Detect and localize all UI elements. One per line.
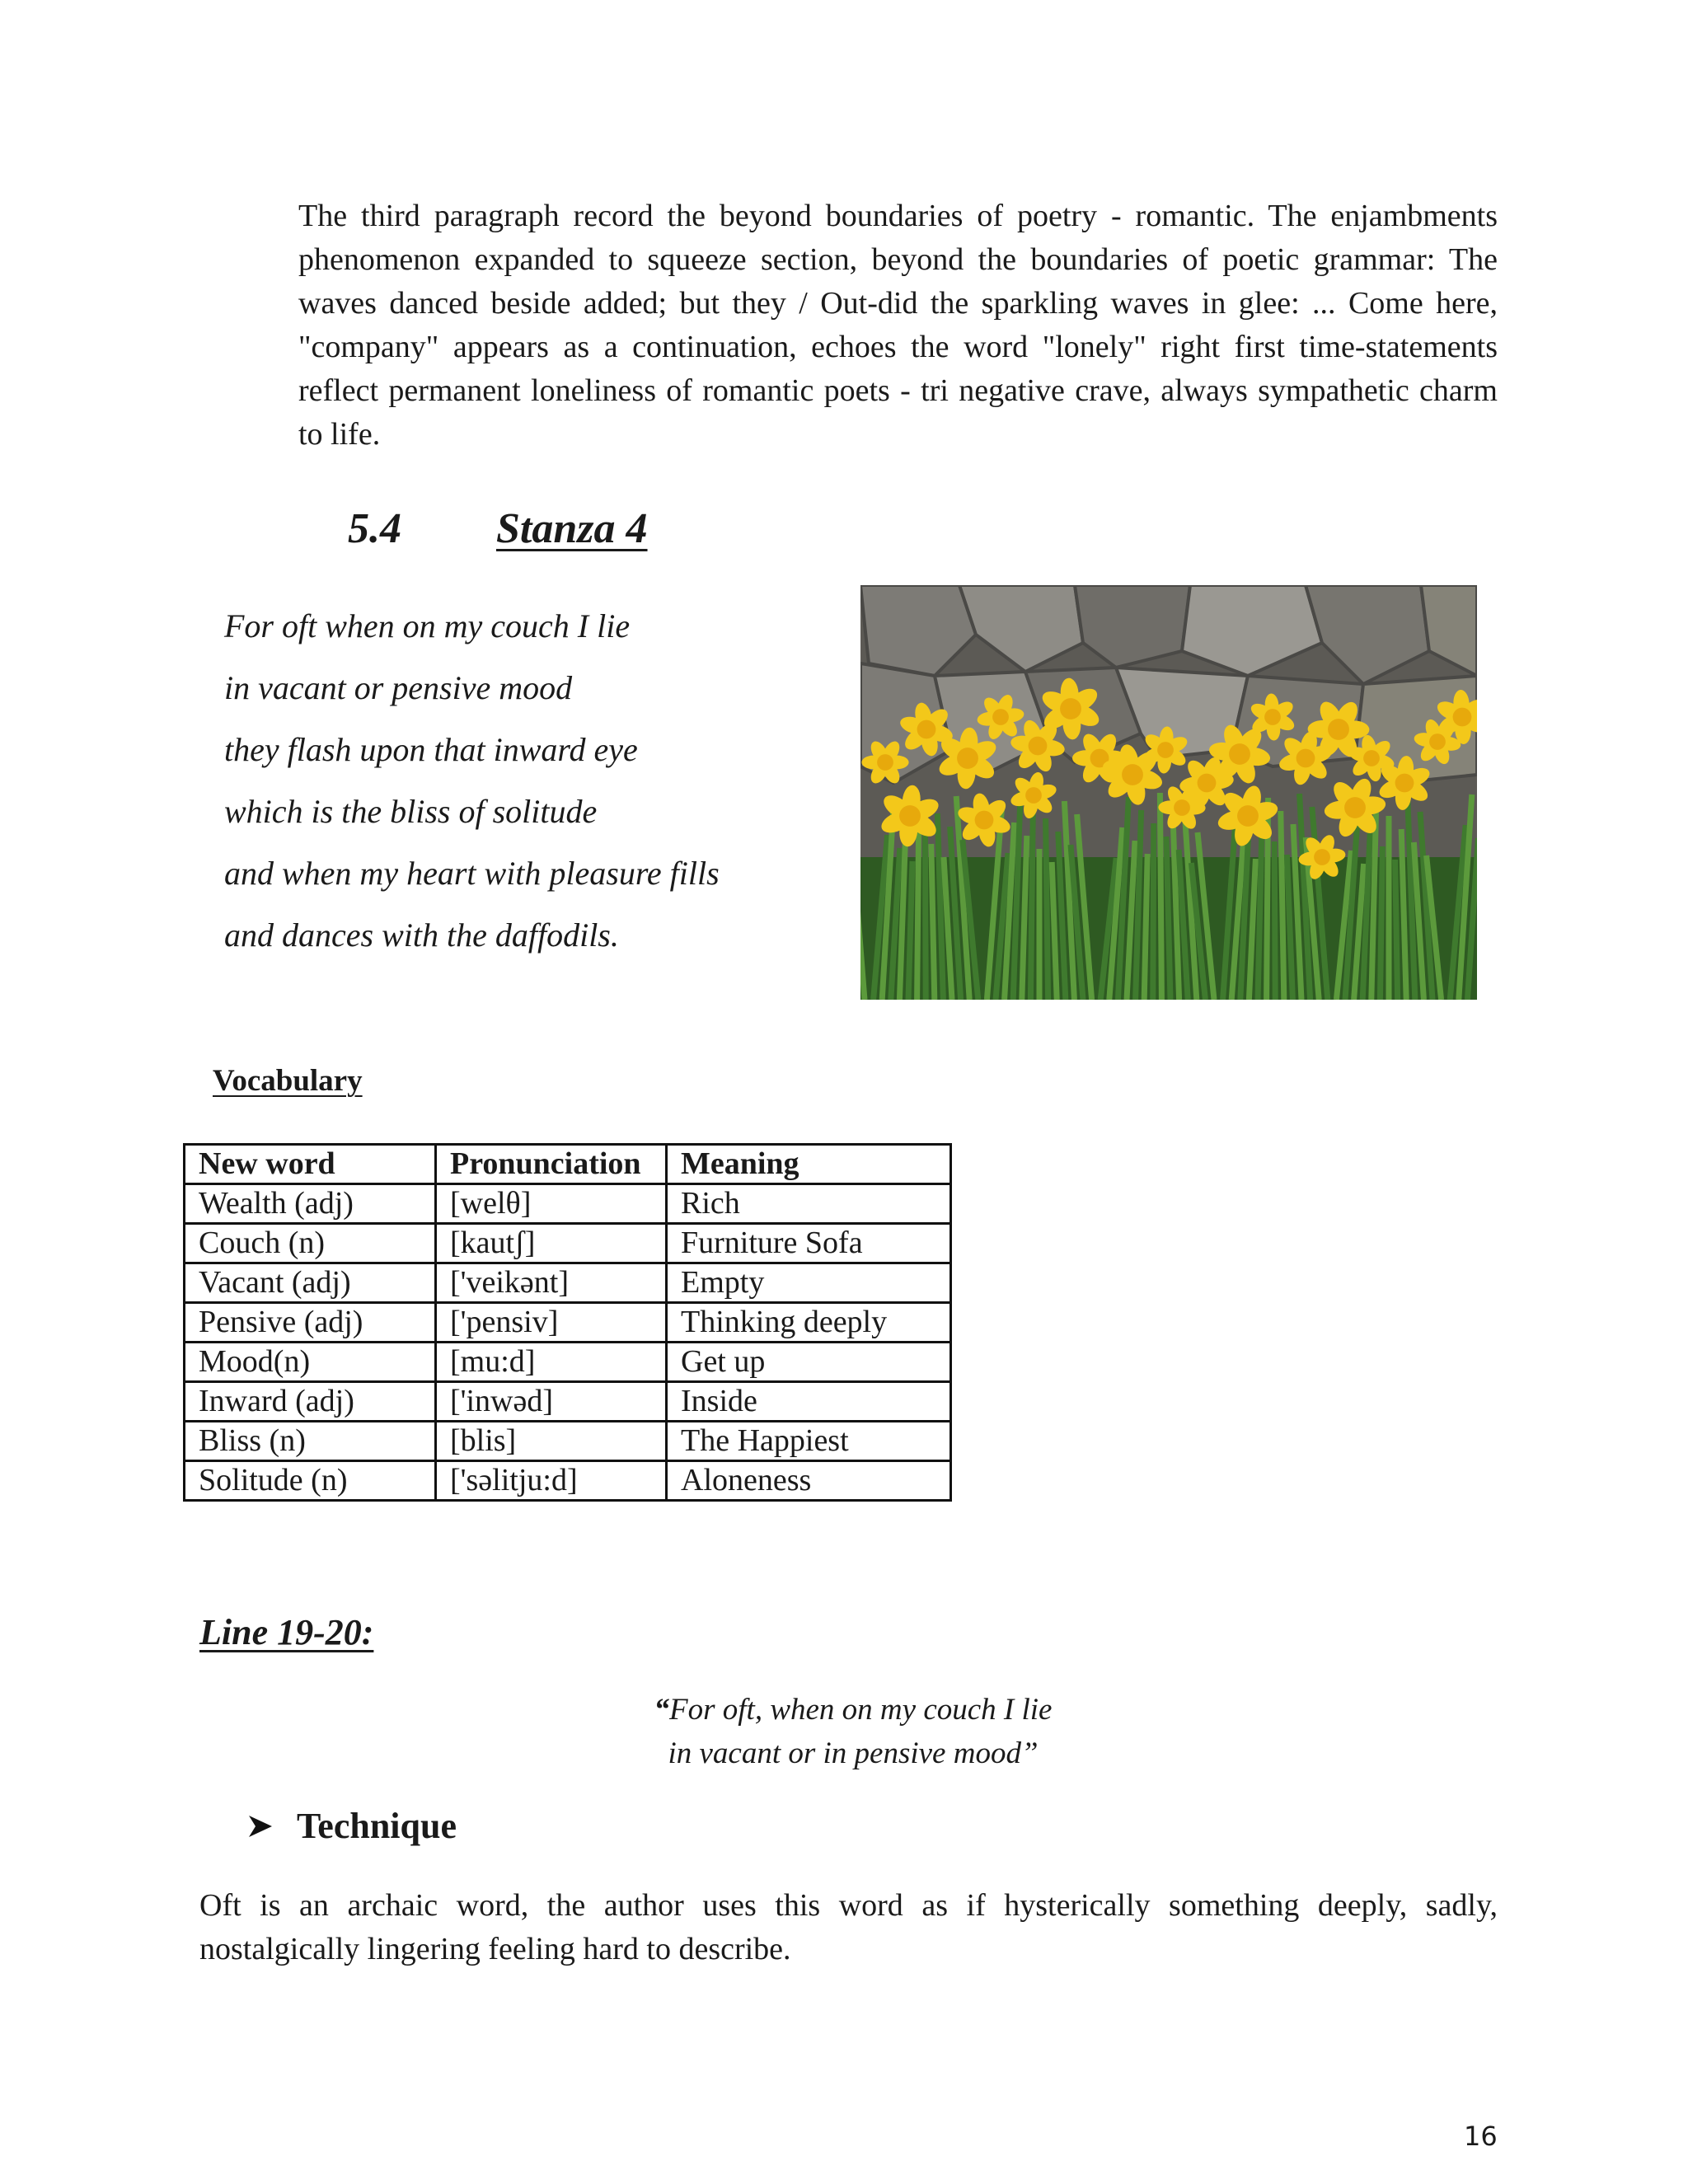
cell-word: Inward (adj) <box>185 1382 436 1422</box>
cell-meaning: Aloneness <box>667 1461 951 1501</box>
cell-meaning: Rich <box>667 1184 951 1224</box>
cell-word: Wealth (adj) <box>185 1184 436 1224</box>
intro-paragraph <box>298 194 1498 457</box>
section-number: 5.4 <box>348 505 401 552</box>
daffodils-photo <box>860 585 1477 1000</box>
poem-stanza <box>224 595 720 966</box>
cell-pronunciation: ['pensiv] <box>436 1303 667 1343</box>
cell-pronunciation: [mu:d] <box>436 1343 667 1382</box>
cell-meaning: Thinking deeply <box>667 1303 951 1343</box>
cell-word: Bliss (n) <box>185 1422 436 1461</box>
table-row <box>185 1461 951 1501</box>
poem-line: which is the bliss of solitude <box>224 793 598 830</box>
vocabulary-title: Vocabulary <box>213 1064 363 1098</box>
quote-line-1 <box>528 1688 1179 1732</box>
daffodils-illustration <box>860 585 1477 1000</box>
technique-title: Technique <box>297 1806 457 1846</box>
table-row <box>185 1422 951 1461</box>
vocabulary-table <box>183 1143 952 1502</box>
cell-meaning: Furniture Sofa <box>667 1224 951 1263</box>
cell-pronunciation: ['inwəd] <box>436 1382 667 1422</box>
cell-pronunciation: [welθ] <box>436 1184 667 1224</box>
cell-word: Solitude (n) <box>185 1461 436 1501</box>
table-row <box>185 1303 951 1343</box>
poem-line: For oft when on my couch I lie <box>224 607 631 644</box>
quote-line-2: in vacant or in pensive mood” <box>668 1736 1039 1770</box>
cell-word: Couch (n) <box>185 1224 436 1263</box>
intro-paragraph-text: The third paragraph record the beyond boundaries of poetry - romantic. The enjambments phenomenon expanded to squeeze section, beyond the boundaries of poetic grammar: The waves danced beside added; but they / Out-did the sparkling waves in glee: ... Come here, "company" appears as a continuation, echoes the word "lonely" right first time-statements reflect permanent loneliness of romantic poets - tri negative crave, always sympathetic charm to life. <box>298 199 1498 452</box>
cell-word: Pensive (adj) <box>185 1303 436 1343</box>
table-row <box>185 1224 951 1263</box>
cell-meaning: Inside <box>667 1382 951 1422</box>
section-title: Stanza 4 <box>496 505 648 552</box>
table-row <box>185 1343 951 1382</box>
header-new-word: New word <box>185 1145 436 1184</box>
cell-word: Mood(n) <box>185 1343 436 1382</box>
table-header-row <box>185 1145 951 1184</box>
poem-line: they flash upon that inward eye <box>224 731 638 768</box>
header-meaning: Meaning <box>667 1145 951 1184</box>
cell-pronunciation: ['səlitju:d] <box>436 1461 667 1501</box>
line-range-heading: Line 19-20: <box>199 1612 374 1652</box>
page-number: 16 <box>1464 2121 1498 2152</box>
cell-pronunciation: [kautʃ] <box>436 1224 667 1263</box>
poem-line: and when my heart with pleasure fills <box>224 855 720 892</box>
poem-line: and dances with the daffodils. <box>224 916 619 954</box>
cell-meaning: Empty <box>667 1263 951 1303</box>
poem-line: in vacant or pensive mood <box>224 669 573 706</box>
quote-line-1-text: For oft, when on my couch I lie <box>669 1693 1053 1727</box>
header-pronunciation: Pronunciation <box>436 1145 667 1184</box>
technique-heading <box>247 1805 457 1847</box>
cell-word: Vacant (adj) <box>185 1263 436 1303</box>
cell-pronunciation: ['veikənt] <box>436 1263 667 1303</box>
table-row <box>185 1382 951 1422</box>
table-row <box>185 1184 951 1224</box>
arrow-bullet-icon <box>247 1813 274 1840</box>
technique-text: Oft is an archaic word, the author uses this word as if hysterically something deeply, sadly, nostalgically lingering feeling hard to describe. <box>199 1888 1498 1966</box>
cell-pronunciation: [blis] <box>436 1422 667 1461</box>
cell-meaning: The Happiest <box>667 1422 951 1461</box>
quoted-lines <box>528 1688 1179 1775</box>
quote-open-mark: “ <box>654 1693 670 1727</box>
cell-meaning: Get up <box>667 1343 951 1382</box>
table-row <box>185 1263 951 1303</box>
